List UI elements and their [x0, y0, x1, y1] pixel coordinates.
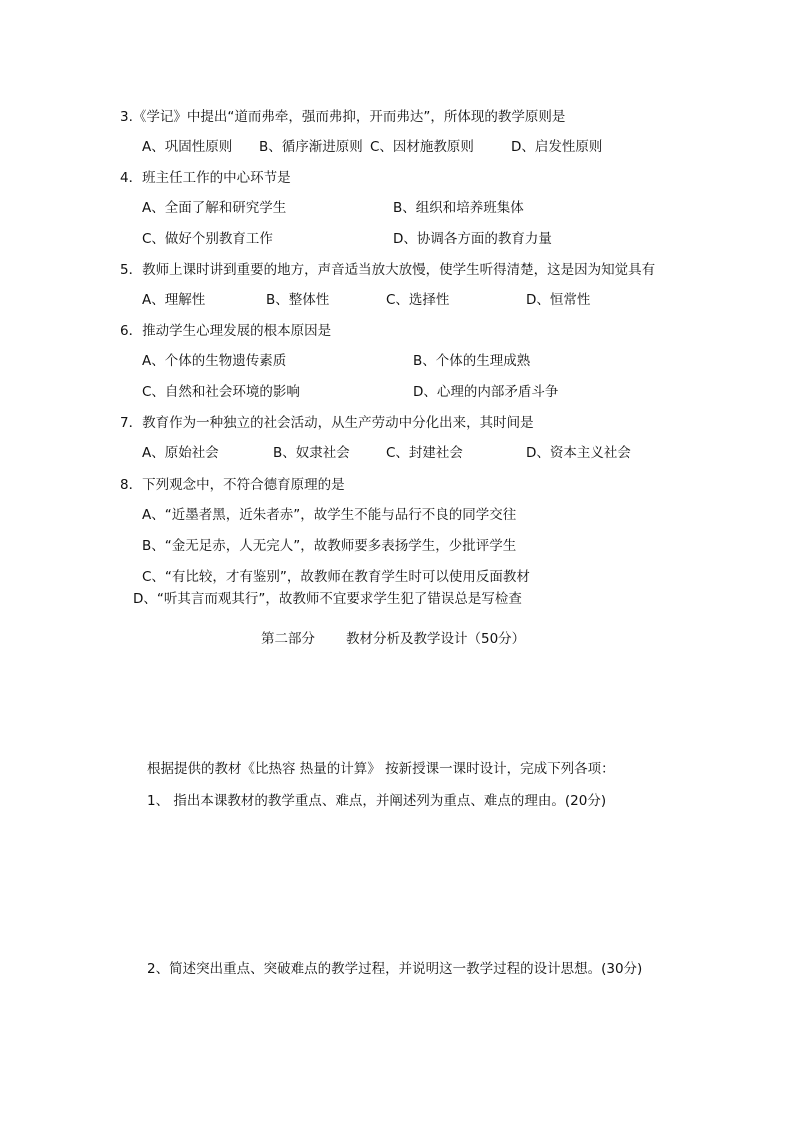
question-3-stem: 3.《学记》中提出“道而弗牵，强而弗抑，开而弗达”，所体现的教学原则是 — [120, 109, 566, 125]
question-4-option-a: A、全面了解和研究学生 — [142, 200, 287, 216]
question-4-stem: 4．班主任工作的中心环节是 — [120, 170, 291, 186]
question-3-option-c: C、因材施教原则 — [370, 139, 474, 155]
question-5-option-b: B、整体性 — [266, 292, 330, 308]
question-7-option-c: C、封建社会 — [386, 445, 463, 461]
question-6-option-d: D、心理的内部矛盾斗争 — [413, 384, 559, 400]
question-3-option-d: D、启发性原则 — [511, 139, 603, 155]
question-6-option-c: C、自然和社会环境的影响 — [142, 384, 300, 400]
task-1: 1、 指出本课教材的教学重点、难点，并阐述列为重点、难点的理由。(20分) — [147, 793, 607, 809]
question-7-stem: 7．教育作为一种独立的社会活动，从生产劳动中分化出来，其时间是 — [120, 415, 534, 431]
question-8-option-a: A、“近墨者黑，近朱者赤”，故学生不能与品行不良的同学交往 — [142, 507, 517, 523]
question-6-option-a: A、个体的生物遗传素质 — [142, 353, 287, 369]
question-6-option-b: B、个体的生理成熟 — [413, 353, 531, 369]
part-2-title: 教材分析及教学设计（50分） — [346, 631, 526, 647]
question-8-stem: 8．下列观念中，不符合德育原理的是 — [120, 477, 345, 493]
question-5-option-c: C、选择性 — [386, 292, 450, 308]
question-7-option-a: A、原始社会 — [142, 445, 219, 461]
question-5-option-d: D、恒常性 — [526, 292, 591, 308]
question-6-stem: 6．推动学生心理发展的根本原因是 — [120, 323, 332, 339]
question-4-option-b: B、组织和培养班集体 — [393, 200, 524, 216]
part-2-label: 第二部分 — [261, 631, 315, 647]
question-5-option-a: A、理解性 — [142, 292, 206, 308]
question-4-option-c: C、做好个别教育工作 — [142, 231, 273, 247]
question-4-option-d: D、协调各方面的教育力量 — [393, 231, 552, 247]
question-8-option-c: C、“有比较，才有鉴别”，故教师在教育学生时可以使用反面教材 — [142, 569, 530, 585]
question-5-stem: 5．教师上课时讲到重要的地方，声音适当放大放慢，使学生听得清楚，这是因为知觉具有 — [120, 262, 656, 278]
question-8-option-d: D、“听其言而观其行”，故教师不宜要求学生犯了错误总是写检查 — [133, 591, 522, 607]
question-8-option-b: B、“金无足赤，人无完人”，故教师要多表扬学生，少批评学生 — [142, 538, 517, 554]
task-2: 2、简述突出重点、突破难点的教学过程，并说明这一教学过程的设计思想。(30分) — [147, 961, 643, 977]
question-3-option-b: B、循序渐进原则 — [259, 139, 363, 155]
question-7-option-d: D、资本主义社会 — [526, 445, 631, 461]
task-intro: 根据提供的教材《比热容 热量的计算》 按新授课一课时设计，完成下列各项： — [147, 761, 615, 777]
question-7-option-b: B、奴隶社会 — [273, 445, 350, 461]
question-3-option-a: A、巩固性原则 — [142, 139, 233, 155]
